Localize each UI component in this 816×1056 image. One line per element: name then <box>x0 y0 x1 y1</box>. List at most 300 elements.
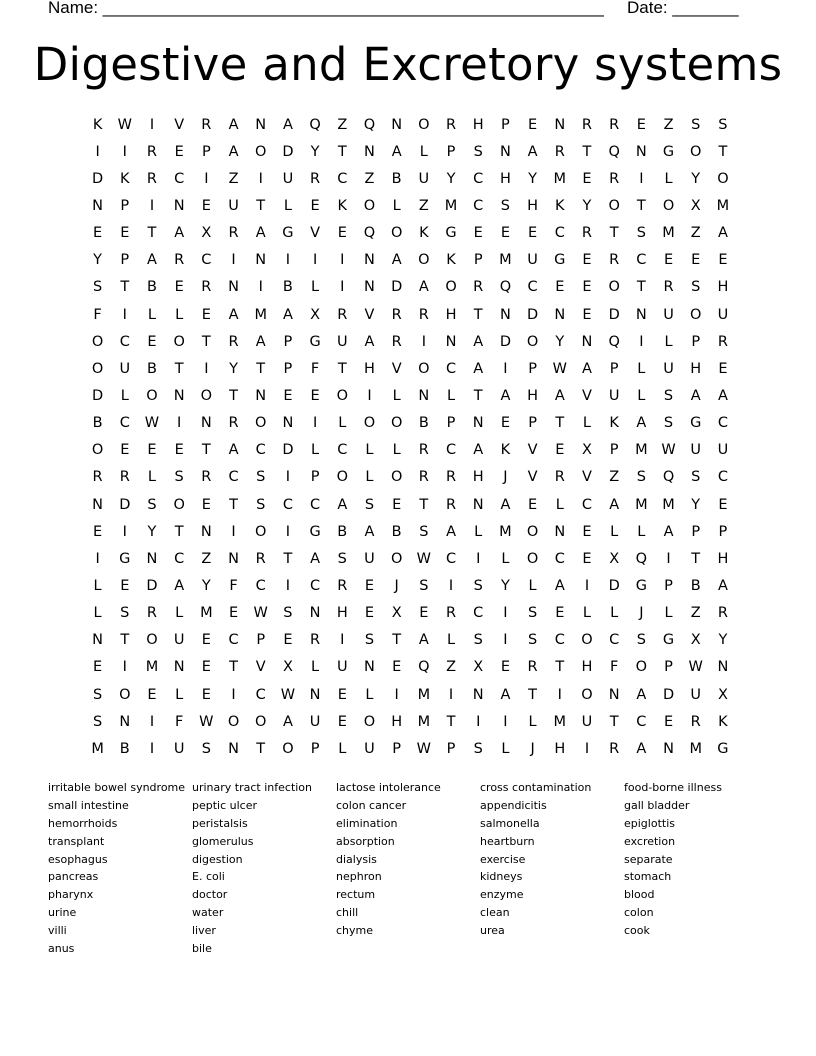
grid-letter[interactable]: Z <box>663 116 674 133</box>
grid-letter[interactable]: S <box>718 116 728 133</box>
grid-letter[interactable]: E <box>120 225 130 242</box>
grid-letter[interactable]: C <box>554 550 565 567</box>
grid-letter[interactable]: X <box>473 659 484 676</box>
grid-letter[interactable]: I <box>394 686 399 703</box>
grid-letter[interactable]: O <box>390 415 403 432</box>
grid-letter[interactable]: T <box>174 523 184 540</box>
grid-letter[interactable]: U <box>282 170 294 187</box>
grid-letter[interactable]: I <box>503 360 508 377</box>
grid-letter[interactable]: R <box>609 252 620 269</box>
grid-letter[interactable]: A <box>418 632 429 649</box>
grid-letter[interactable]: O <box>526 550 539 567</box>
grid-letter[interactable]: Y <box>528 170 538 187</box>
grid-letter[interactable]: S <box>663 387 674 404</box>
grid-letter[interactable]: K <box>555 197 565 214</box>
grid-letter[interactable]: R <box>445 605 457 622</box>
grid-letter[interactable]: G <box>635 577 647 594</box>
grid-letter[interactable]: L <box>637 360 646 377</box>
grid-letter[interactable]: H <box>717 550 729 567</box>
grid-letter[interactable]: A <box>418 279 429 296</box>
grid-letter[interactable]: E <box>147 686 157 703</box>
grid-letter[interactable]: R <box>663 279 674 296</box>
grid-letter[interactable]: K <box>337 197 348 214</box>
grid-letter[interactable]: K <box>419 225 429 242</box>
grid-letter[interactable]: R <box>609 170 620 187</box>
grid-letter[interactable]: N <box>228 740 239 757</box>
grid-letter[interactable]: U <box>173 632 185 649</box>
grid-letter[interactable]: N <box>635 306 647 323</box>
grid-letter[interactable]: H <box>445 306 457 323</box>
grid-letter[interactable]: I <box>149 116 155 133</box>
grid-letter[interactable]: N <box>228 279 239 296</box>
grid-letter[interactable]: L <box>501 740 510 757</box>
grid-letter[interactable]: A <box>255 333 266 350</box>
grid-letter[interactable]: X <box>690 632 701 649</box>
grid-letter[interactable]: L <box>93 577 102 594</box>
grid-letter[interactable]: C <box>554 632 565 649</box>
grid-letter[interactable]: C <box>174 550 185 567</box>
grid-letter[interactable]: N <box>173 197 185 214</box>
grid-letter[interactable]: T <box>337 143 347 160</box>
grid-letter[interactable]: F <box>229 577 238 594</box>
grid-letter[interactable]: I <box>95 143 100 160</box>
grid-letter[interactable]: X <box>717 686 728 703</box>
grid-letter[interactable]: I <box>340 632 345 649</box>
grid-letter[interactable]: S <box>256 469 266 486</box>
grid-letter[interactable]: T <box>582 143 592 160</box>
grid-letter[interactable]: I <box>476 713 481 730</box>
grid-letter[interactable]: W <box>416 550 432 567</box>
grid-letter[interactable]: X <box>391 605 402 622</box>
grid-letter[interactable]: L <box>664 170 673 187</box>
grid-letter[interactable]: U <box>690 442 702 459</box>
grid-letter[interactable]: O <box>146 632 158 649</box>
grid-letter[interactable]: I <box>95 550 100 567</box>
grid-letter[interactable]: R <box>174 252 185 269</box>
grid-letter[interactable]: D <box>608 577 620 594</box>
grid-letter[interactable]: S <box>419 523 429 540</box>
grid-letter[interactable]: I <box>666 550 671 567</box>
grid-letter[interactable]: A <box>663 523 674 540</box>
grid-letter[interactable]: H <box>717 279 729 296</box>
grid-letter[interactable]: O <box>608 279 620 296</box>
grid-letter[interactable]: C <box>636 713 647 730</box>
grid-letter[interactable]: T <box>555 659 565 676</box>
grid-letter[interactable]: N <box>499 306 511 323</box>
grid-letter[interactable]: T <box>256 197 266 214</box>
grid-letter[interactable]: C <box>255 686 266 703</box>
grid-letter[interactable]: L <box>311 279 320 296</box>
grid-letter[interactable]: U <box>119 360 131 377</box>
grid-letter[interactable]: E <box>636 116 646 133</box>
grid-letter[interactable]: L <box>93 605 102 622</box>
grid-letter[interactable]: N <box>391 116 403 133</box>
grid-letter[interactable]: T <box>609 225 619 242</box>
grid-letter[interactable]: E <box>528 116 538 133</box>
grid-letter[interactable]: I <box>285 577 291 594</box>
grid-letter[interactable]: C <box>473 170 484 187</box>
grid-letter[interactable]: N <box>309 605 321 622</box>
grid-letter[interactable]: Y <box>718 632 728 649</box>
grid-letter[interactable]: N <box>119 713 131 730</box>
grid-letter[interactable]: X <box>201 225 212 242</box>
grid-letter[interactable]: R <box>473 279 484 296</box>
grid-letter[interactable]: T <box>473 387 483 404</box>
grid-letter[interactable]: C <box>255 577 266 594</box>
grid-letter[interactable]: A <box>500 686 511 703</box>
grid-letter[interactable]: E <box>147 442 157 459</box>
grid-letter[interactable]: I <box>584 577 590 594</box>
grid-letter[interactable]: G <box>119 550 131 567</box>
grid-letter[interactable]: N <box>472 415 484 432</box>
grid-letter[interactable]: C <box>310 577 321 594</box>
grid-letter[interactable]: A <box>473 360 484 377</box>
grid-letter[interactable]: E <box>201 659 211 676</box>
grid-letter[interactable]: L <box>419 143 428 160</box>
grid-letter[interactable]: O <box>255 415 267 432</box>
grid-letter[interactable]: E <box>528 496 538 513</box>
grid-letter[interactable]: O <box>390 550 403 567</box>
grid-letter[interactable]: Y <box>201 577 211 594</box>
grid-letter[interactable]: R <box>527 659 538 676</box>
grid-letter[interactable]: O <box>363 713 376 730</box>
grid-letter[interactable]: E <box>555 605 565 622</box>
grid-letter[interactable]: Z <box>337 116 348 133</box>
grid-letter[interactable]: I <box>639 333 644 350</box>
grid-letter[interactable]: O <box>581 686 593 703</box>
grid-letter[interactable]: O <box>635 659 648 676</box>
grid-letter[interactable]: O <box>173 333 185 350</box>
grid-letter[interactable]: U <box>364 550 375 567</box>
grid-letter[interactable]: P <box>310 469 320 486</box>
grid-letter[interactable]: Q <box>363 225 376 242</box>
grid-letter[interactable]: M <box>91 740 104 757</box>
grid-letter[interactable]: G <box>309 333 321 350</box>
grid-letter[interactable]: U <box>173 740 185 757</box>
grid-letter[interactable]: I <box>367 387 372 404</box>
grid-letter[interactable]: U <box>336 333 348 350</box>
grid-letter[interactable]: O <box>690 143 702 160</box>
grid-letter[interactable]: Y <box>229 360 238 377</box>
grid-letter[interactable]: E <box>691 252 701 269</box>
grid-letter[interactable]: A <box>228 442 239 459</box>
grid-letter[interactable]: S <box>691 279 701 296</box>
grid-letter[interactable]: L <box>283 197 292 214</box>
grid-letter[interactable]: I <box>448 577 454 594</box>
grid-letter[interactable]: L <box>637 523 646 540</box>
grid-letter[interactable]: D <box>92 170 104 187</box>
grid-letter[interactable]: L <box>610 605 619 622</box>
grid-letter[interactable]: P <box>664 577 673 594</box>
grid-letter[interactable]: E <box>201 306 211 323</box>
grid-letter[interactable]: A <box>554 577 565 594</box>
grid-letter[interactable]: I <box>476 550 481 567</box>
grid-letter[interactable]: W <box>661 442 676 459</box>
grid-letter[interactable]: L <box>392 387 401 404</box>
grid-letter[interactable]: P <box>446 143 456 160</box>
grid-letter[interactable]: E <box>201 496 211 513</box>
grid-letter[interactable]: U <box>418 170 430 187</box>
grid-letter[interactable]: D <box>608 306 620 323</box>
grid-letter[interactable]: A <box>391 143 402 160</box>
grid-letter[interactable]: I <box>122 306 127 323</box>
grid-letter[interactable]: N <box>92 632 104 649</box>
grid-letter[interactable]: C <box>310 496 321 513</box>
grid-letter[interactable]: J <box>394 577 399 594</box>
grid-letter[interactable]: E <box>201 197 211 214</box>
grid-letter[interactable]: U <box>717 306 729 323</box>
grid-letter[interactable]: W <box>552 360 567 377</box>
grid-letter[interactable]: Z <box>201 550 212 567</box>
grid-letter[interactable]: D <box>391 279 403 296</box>
grid-letter[interactable]: B <box>418 415 429 432</box>
grid-letter[interactable]: E <box>364 577 375 594</box>
grid-letter[interactable]: E <box>93 225 103 242</box>
grid-letter[interactable]: L <box>637 387 646 404</box>
grid-letter[interactable]: V <box>527 442 538 459</box>
grid-letter[interactable]: Z <box>609 469 620 486</box>
grid-letter[interactable]: H <box>581 659 593 676</box>
grid-letter[interactable]: M <box>200 605 213 622</box>
grid-letter[interactable]: O <box>526 523 539 540</box>
grid-letter[interactable]: Q <box>635 550 648 567</box>
grid-letter[interactable]: R <box>146 170 157 187</box>
grid-letter[interactable]: I <box>340 279 345 296</box>
grid-letter[interactable]: W <box>688 659 703 676</box>
grid-letter[interactable]: H <box>527 197 539 214</box>
grid-letter[interactable]: G <box>717 740 729 757</box>
grid-letter[interactable]: E <box>392 496 402 513</box>
grid-letter[interactable]: U <box>581 713 593 730</box>
grid-letter[interactable]: R <box>228 415 239 432</box>
grid-letter[interactable]: A <box>717 225 728 242</box>
grid-letter[interactable]: S <box>256 496 266 513</box>
grid-letter[interactable]: A <box>500 387 511 404</box>
grid-letter[interactable]: P <box>501 116 510 133</box>
grid-letter[interactable]: P <box>691 333 701 350</box>
grid-letter[interactable]: O <box>390 225 403 242</box>
grid-letter[interactable]: T <box>473 306 483 323</box>
grid-letter[interactable]: R <box>92 469 103 486</box>
grid-letter[interactable]: R <box>201 469 212 486</box>
grid-letter[interactable]: T <box>201 442 211 459</box>
grid-letter[interactable]: O <box>255 523 267 540</box>
grid-letter[interactable]: R <box>609 740 620 757</box>
grid-letter[interactable]: L <box>365 686 374 703</box>
grid-letter[interactable]: N <box>554 116 566 133</box>
grid-letter[interactable]: E <box>419 605 429 622</box>
grid-letter[interactable]: T <box>256 740 266 757</box>
grid-letter[interactable]: S <box>120 605 130 622</box>
grid-letter[interactable]: S <box>201 740 211 757</box>
grid-letter[interactable]: I <box>421 333 426 350</box>
grid-letter[interactable]: E <box>718 360 728 377</box>
grid-letter[interactable]: T <box>446 713 456 730</box>
grid-letter[interactable]: N <box>364 279 375 296</box>
grid-letter[interactable]: E <box>500 225 510 242</box>
grid-letter[interactable]: N <box>635 143 647 160</box>
grid-letter[interactable]: A <box>364 333 375 350</box>
grid-letter[interactable]: O <box>255 143 267 160</box>
grid-letter[interactable]: T <box>528 686 538 703</box>
grid-letter[interactable]: A <box>282 713 293 730</box>
grid-letter[interactable]: H <box>472 116 484 133</box>
grid-letter[interactable]: R <box>310 170 321 187</box>
grid-letter[interactable]: R <box>717 605 728 622</box>
grid-letter[interactable]: E <box>473 225 483 242</box>
grid-letter[interactable]: Y <box>691 496 701 513</box>
grid-letter[interactable]: E <box>582 523 592 540</box>
grid-letter[interactable]: N <box>228 550 239 567</box>
grid-letter[interactable]: R <box>310 632 321 649</box>
grid-letter[interactable]: M <box>417 686 431 703</box>
grid-letter[interactable]: Z <box>418 197 429 214</box>
grid-letter[interactable]: N <box>364 659 375 676</box>
grid-letter[interactable]: G <box>554 252 566 269</box>
grid-letter[interactable]: L <box>147 306 157 323</box>
grid-letter[interactable]: S <box>174 469 184 486</box>
grid-letter[interactable]: A <box>609 496 620 513</box>
grid-letter[interactable]: R <box>554 143 565 160</box>
grid-letter[interactable]: J <box>639 605 644 622</box>
grid-letter[interactable]: L <box>501 550 510 567</box>
grid-letter[interactable]: I <box>312 415 318 432</box>
grid-letter[interactable]: B <box>282 279 293 296</box>
grid-letter[interactable]: V <box>364 306 375 323</box>
grid-letter[interactable]: R <box>418 442 429 459</box>
grid-letter[interactable]: U <box>690 686 702 703</box>
grid-letter[interactable]: S <box>92 713 103 730</box>
grid-letter[interactable]: G <box>690 415 702 432</box>
grid-letter[interactable]: U <box>663 306 674 323</box>
grid-letter[interactable]: T <box>392 632 402 649</box>
grid-letter[interactable]: L <box>582 605 592 622</box>
grid-letter[interactable]: R <box>717 333 728 350</box>
grid-letter[interactable]: H <box>364 360 375 377</box>
grid-letter[interactable]: E <box>310 197 320 214</box>
grid-letter[interactable]: E <box>500 659 510 676</box>
grid-letter[interactable]: T <box>337 360 347 377</box>
grid-letter[interactable]: X <box>310 306 321 323</box>
grid-letter[interactable]: I <box>204 170 209 187</box>
grid-letter[interactable]: L <box>582 415 592 432</box>
grid-letter[interactable]: G <box>662 632 675 649</box>
grid-letter[interactable]: Z <box>228 170 239 187</box>
grid-letter[interactable]: A <box>255 225 266 242</box>
grid-letter[interactable]: T <box>283 550 293 567</box>
grid-letter[interactable]: E <box>500 415 510 432</box>
grid-letter[interactable]: S <box>500 197 511 214</box>
grid-letter[interactable]: H <box>527 387 539 404</box>
grid-letter[interactable]: A <box>174 577 185 594</box>
grid-letter[interactable]: A <box>282 306 293 323</box>
grid-letter[interactable]: A <box>228 306 239 323</box>
grid-letter[interactable]: R <box>554 469 565 486</box>
grid-letter[interactable]: C <box>337 170 348 187</box>
grid-letter[interactable]: P <box>609 442 619 459</box>
grid-letter[interactable]: I <box>584 740 590 757</box>
grid-letter[interactable]: N <box>364 143 375 160</box>
grid-letter[interactable]: F <box>609 659 619 676</box>
grid-letter[interactable]: M <box>417 713 431 730</box>
grid-letter[interactable]: X <box>282 659 293 676</box>
grid-letter[interactable]: J <box>530 740 535 757</box>
grid-letter[interactable]: A <box>636 415 647 432</box>
grid-letter[interactable]: A <box>527 143 538 160</box>
grid-letter[interactable]: W <box>253 605 268 622</box>
grid-letter[interactable]: N <box>418 387 430 404</box>
grid-letter[interactable]: C <box>255 442 266 459</box>
grid-letter[interactable]: T <box>229 659 238 676</box>
grid-letter[interactable]: R <box>391 306 402 323</box>
grid-letter[interactable]: I <box>231 252 236 269</box>
grid-letter[interactable]: E <box>364 605 375 622</box>
grid-letter[interactable]: L <box>338 415 347 432</box>
grid-letter[interactable]: L <box>175 686 184 703</box>
grid-letter[interactable]: N <box>472 686 484 703</box>
grid-letter[interactable]: K <box>120 170 130 187</box>
grid-letter[interactable]: T <box>636 197 646 214</box>
grid-letter[interactable]: Y <box>555 333 565 350</box>
grid-letter[interactable]: I <box>503 632 508 649</box>
grid-letter[interactable]: I <box>639 170 644 187</box>
grid-letter[interactable]: M <box>499 523 512 540</box>
grid-letter[interactable]: B <box>391 523 402 540</box>
grid-letter[interactable]: A <box>310 550 321 567</box>
grid-letter[interactable]: P <box>609 360 619 377</box>
grid-letter[interactable]: Z <box>446 659 456 676</box>
grid-letter[interactable]: N <box>663 740 674 757</box>
grid-letter[interactable]: S <box>92 279 103 296</box>
grid-letter[interactable]: N <box>364 252 375 269</box>
grid-letter[interactable]: E <box>582 170 592 187</box>
grid-letter[interactable]: V <box>391 360 402 377</box>
grid-letter[interactable]: X <box>582 442 592 459</box>
grid-letter[interactable]: N <box>173 387 185 404</box>
grid-letter[interactable]: S <box>147 496 157 513</box>
grid-letter[interactable]: V <box>255 659 266 676</box>
grid-letter[interactable]: Y <box>147 523 157 540</box>
grid-letter[interactable]: N <box>173 659 185 676</box>
grid-letter[interactable]: P <box>201 143 211 160</box>
grid-letter[interactable]: N <box>255 387 267 404</box>
grid-letter[interactable]: E <box>718 496 728 513</box>
grid-letter[interactable]: P <box>446 415 456 432</box>
grid-letter[interactable]: D <box>527 306 539 323</box>
grid-letter[interactable]: E <box>174 143 184 160</box>
grid-letter[interactable]: P <box>446 740 456 757</box>
grid-letter[interactable]: U <box>663 360 674 377</box>
grid-letter[interactable]: T <box>256 360 266 377</box>
grid-letter[interactable]: S <box>473 740 483 757</box>
grid-letter[interactable]: I <box>122 659 127 676</box>
grid-letter[interactable]: D <box>499 333 511 350</box>
grid-letter[interactable]: I <box>122 523 127 540</box>
grid-letter[interactable]: D <box>282 442 294 459</box>
grid-letter[interactable]: B <box>146 360 157 377</box>
grid-letter[interactable]: R <box>119 469 130 486</box>
grid-letter[interactable]: S <box>283 605 293 622</box>
grid-letter[interactable]: W <box>416 740 432 757</box>
grid-letter[interactable]: E <box>582 252 592 269</box>
grid-letter[interactable]: U <box>717 442 729 459</box>
grid-letter[interactable]: O <box>146 387 158 404</box>
grid-letter[interactable]: O <box>119 686 131 703</box>
grid-letter[interactable]: L <box>610 523 619 540</box>
grid-letter[interactable]: A <box>554 387 565 404</box>
grid-letter[interactable]: C <box>228 632 239 649</box>
grid-letter[interactable]: I <box>503 605 508 622</box>
